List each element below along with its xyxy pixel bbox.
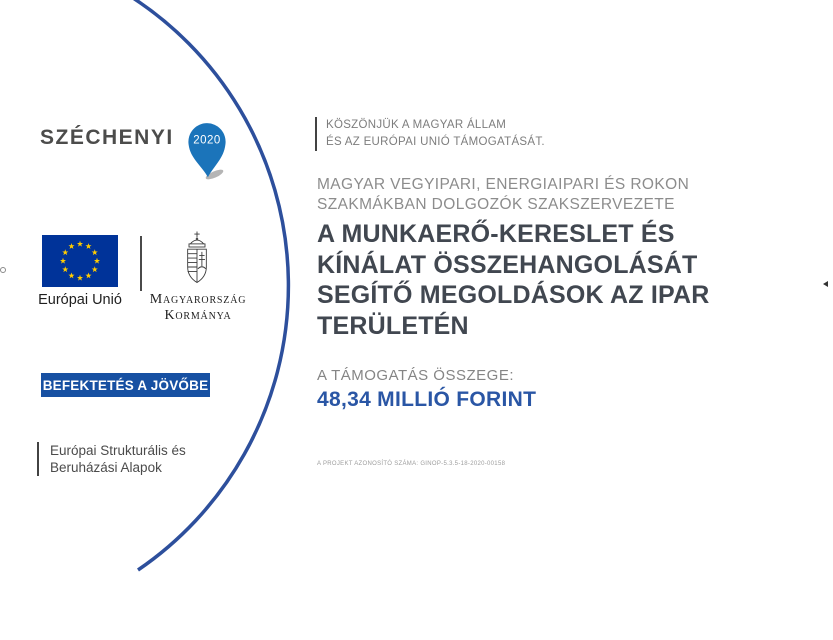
pin-shape <box>188 123 225 177</box>
esb-funds-line2: Beruházási Alapok <box>50 460 162 475</box>
pin-year-label: 2020 <box>193 134 221 147</box>
organization-name <box>317 175 689 215</box>
government-label <box>138 292 258 324</box>
eu-flag-icon <box>42 235 118 287</box>
esb-funds-note <box>37 442 186 476</box>
government-label-line1: Magyarország <box>149 292 247 307</box>
project-title-line3: SEGÍTŐ MEGOLDÁSOK AZ IPAR <box>317 281 710 309</box>
funding-label: A TÁMOGATÁS ÖSSZEGE: <box>317 367 514 384</box>
registration-mark-right <box>823 281 828 287</box>
szechenyi-wordmark: SZÉCHENYI <box>40 126 174 149</box>
funding-amount: 48,34 MILLIÓ FORINT <box>317 388 537 411</box>
organization-line1: MAGYAR VEGYIPARI, ENERGIAIPARI ÉS ROKON <box>317 176 690 193</box>
project-title <box>317 219 710 341</box>
logo-divider <box>140 236 142 291</box>
project-title-line4: TERÜLETÉN <box>317 311 469 340</box>
organization-line2: SZAKMÁKBAN DOLGOZÓK SZAKSZERVEZETE <box>317 196 675 213</box>
investment-banner: BEFEKTETÉS A JÖVŐBE <box>41 373 210 397</box>
project-id: A PROJEKT AZONOSÍTÓ SZÁMA: GINOP-5.3.5-18-2020-00158 <box>317 461 506 467</box>
thanks-line2: ÉS AZ EURÓPAI UNIÓ TÁMOGATÁSÁT. <box>326 136 545 148</box>
thanks-line1: KÖSZÖNJÜK A MAGYAR ÁLLAM <box>326 119 507 131</box>
registration-mark-left <box>0 267 6 273</box>
eu-label: Európai Unió <box>38 292 122 308</box>
esb-funds-line1: Európai Strukturális és <box>50 443 186 458</box>
project-title-line2: KÍNÁLAT ÖSSZEHANGOLÁSÁT <box>317 250 698 279</box>
hungary-coat-of-arms-icon <box>181 227 213 291</box>
map-pin-2020-icon <box>187 119 227 181</box>
project-title-line1: A MUNKAERŐ-KERESLET ÉS <box>317 220 675 248</box>
thanks-note <box>315 117 545 151</box>
government-label-line2: Kormánya <box>164 308 232 323</box>
